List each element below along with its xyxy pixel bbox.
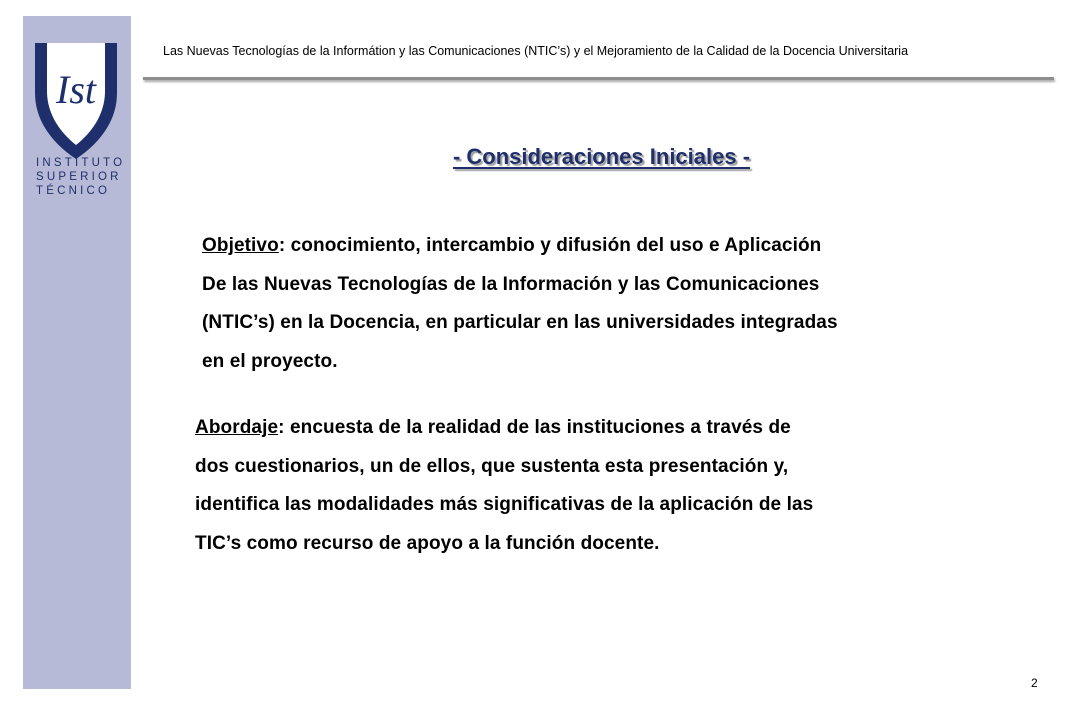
objetivo-line-1 [202, 227, 838, 266]
objetivo-line-2: De las Nuevas Tecnologías de la Información y las Comunicaciones [202, 273, 820, 295]
abordaje-line-3: identifica las modalidades más significativas de la aplicación de las [195, 494, 814, 515]
abordaje-line-4: TIC’s como recurso de apoyo a la función docente. [195, 532, 660, 554]
institution-line-1: INSTITUTO [36, 157, 126, 169]
ist-shield-logo-icon [33, 41, 119, 161]
abordaje-line-1 [195, 409, 813, 448]
institution-line-3: TÉCNICO [36, 185, 111, 197]
slide-heading: - Consideraciones Iniciales - [452, 144, 751, 169]
abordaje-paragraph [195, 409, 813, 563]
page-number: 2 [1031, 676, 1038, 690]
sidebar-panel [23, 16, 131, 689]
objetivo-line-4: en el proyecto. [202, 350, 338, 372]
objetivo-keyword: Objetivo [202, 235, 279, 256]
institution-line-2: SUPERIOR [36, 171, 122, 183]
header-title: Las Nuevas Tecnologías de la Informátion y las Comunicaciones (NTIC’s) y el Mejoramiento de la Calidad de la Docencia Universitaria [163, 44, 909, 58]
abordaje-keyword: Abordaje [195, 417, 279, 438]
objetivo-paragraph [202, 227, 838, 381]
objetivo-line-1-text: : conocimiento, intercambio y difusión del uso e Aplicación [278, 235, 822, 256]
abordaje-line-1-text: : encuesta de la realidad de las instituciones a través de [278, 417, 791, 438]
abordaje-line-2: dos cuestionarios, un de ellos, que sustenta esta presentación y, [195, 455, 789, 477]
header-divider [143, 77, 1054, 80]
logo-letters: Ist [56, 67, 96, 112]
objetivo-line-3: (NTIC’s) en la Docencia, en particular en las universidades integradas [202, 312, 838, 333]
